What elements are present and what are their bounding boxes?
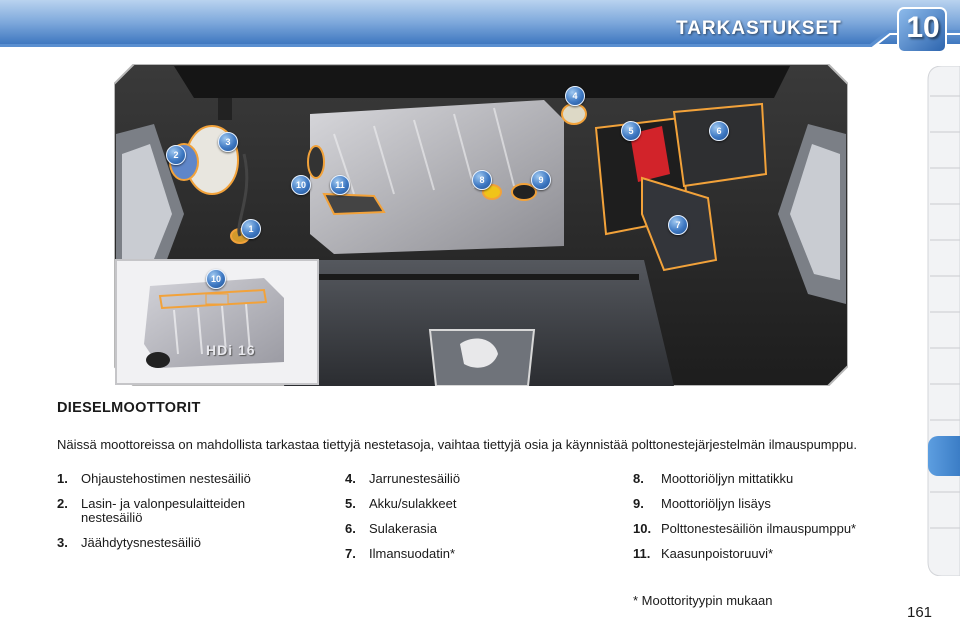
legend-label: Akku/sulakkeet — [369, 496, 457, 511]
legend-label: Lasin- ja valonpesulaitteiden nestesäiliö — [81, 496, 246, 525]
callout-8: 8 — [472, 170, 492, 190]
legend-number: 2. — [57, 496, 68, 511]
legend-item-2 — [57, 497, 281, 525]
legend-column-2 — [345, 472, 585, 572]
legend-label: Ilmansuodatin* — [369, 546, 455, 561]
legend-item-7 — [345, 547, 585, 561]
legend-label: Sulakerasia — [369, 521, 437, 536]
engine-bay-illustration — [114, 64, 848, 386]
legend-item-9 — [633, 497, 923, 511]
intro-paragraph: Näissä moottoreissa on mahdollista tarkastaa tiettyjä nestetasoja, vaihtaa tiettyjä osia ja käynnistää polttonestejärjestelmän ilmauspumppu. — [57, 437, 857, 452]
callout-7: 7 — [668, 215, 688, 235]
callout-5: 5 — [621, 121, 641, 141]
chapter-title: TARKASTUKSET — [676, 18, 842, 39]
legend-item-11 — [633, 547, 923, 561]
callout-2: 2 — [166, 145, 186, 165]
legend-number: 1. — [57, 471, 68, 486]
legend-label: Moottoriöljyn lisäys — [661, 496, 771, 511]
inset-callout-10: 10 — [206, 269, 226, 289]
legend-number: 4. — [345, 471, 356, 486]
legend-label: Jäähdytysnestesäiliö — [81, 535, 201, 550]
callout-3: 3 — [218, 132, 238, 152]
page-number: 161 — [907, 604, 933, 621]
legend-number: 5. — [345, 496, 356, 511]
inset-engine-logo: HDi 16 — [206, 342, 256, 358]
legend-label: Kaasunpoistoruuvi* — [661, 546, 774, 561]
legend-item-3 — [57, 536, 297, 550]
callout-6: 6 — [709, 121, 729, 141]
footnote: * Moottorityypin mukaan — [633, 593, 773, 608]
legend-item-10 — [633, 522, 923, 536]
callout-10: 10 — [291, 175, 311, 195]
legend-label: Polttonestesäiliön ilmauspumppu* — [661, 521, 857, 536]
legend-item-5 — [345, 497, 585, 511]
engine-bay-photo — [114, 64, 848, 386]
legend-item-1 — [57, 472, 297, 486]
legend-label: Moottoriöljyn mittatikku — [661, 471, 794, 486]
callout-9: 9 — [531, 170, 551, 190]
legend-number: 11. — [633, 546, 651, 561]
legend-item-8 — [633, 472, 923, 486]
legend-column-1 — [57, 472, 297, 561]
legend-number: 7. — [345, 546, 356, 561]
legend-item-4 — [345, 472, 585, 486]
legend-item-6 — [345, 522, 585, 536]
legend-number: 3. — [57, 535, 68, 550]
callout-4: 4 — [565, 86, 585, 106]
chapter-header — [0, 0, 960, 58]
legend-label: Ohjaustehostimen nestesäiliö — [81, 471, 251, 486]
chapter-tab-active[interactable] — [928, 436, 960, 476]
chapter-number-badge: 10 — [906, 11, 940, 44]
legend-column-3 — [633, 472, 923, 572]
legend-number: 10. — [633, 521, 652, 536]
chapter-tab-strip — [926, 66, 960, 576]
legend-label: Jarrunestesäiliö — [369, 471, 461, 486]
callout-11: 11 — [330, 175, 350, 195]
section-title: DIESELMOOTTORIT — [57, 400, 201, 416]
chapter-tabs — [926, 66, 960, 576]
legend-number: 6. — [345, 521, 356, 536]
callout-1: 1 — [241, 219, 261, 239]
legend-number: 9. — [633, 496, 644, 511]
legend-number: 8. — [633, 471, 644, 486]
